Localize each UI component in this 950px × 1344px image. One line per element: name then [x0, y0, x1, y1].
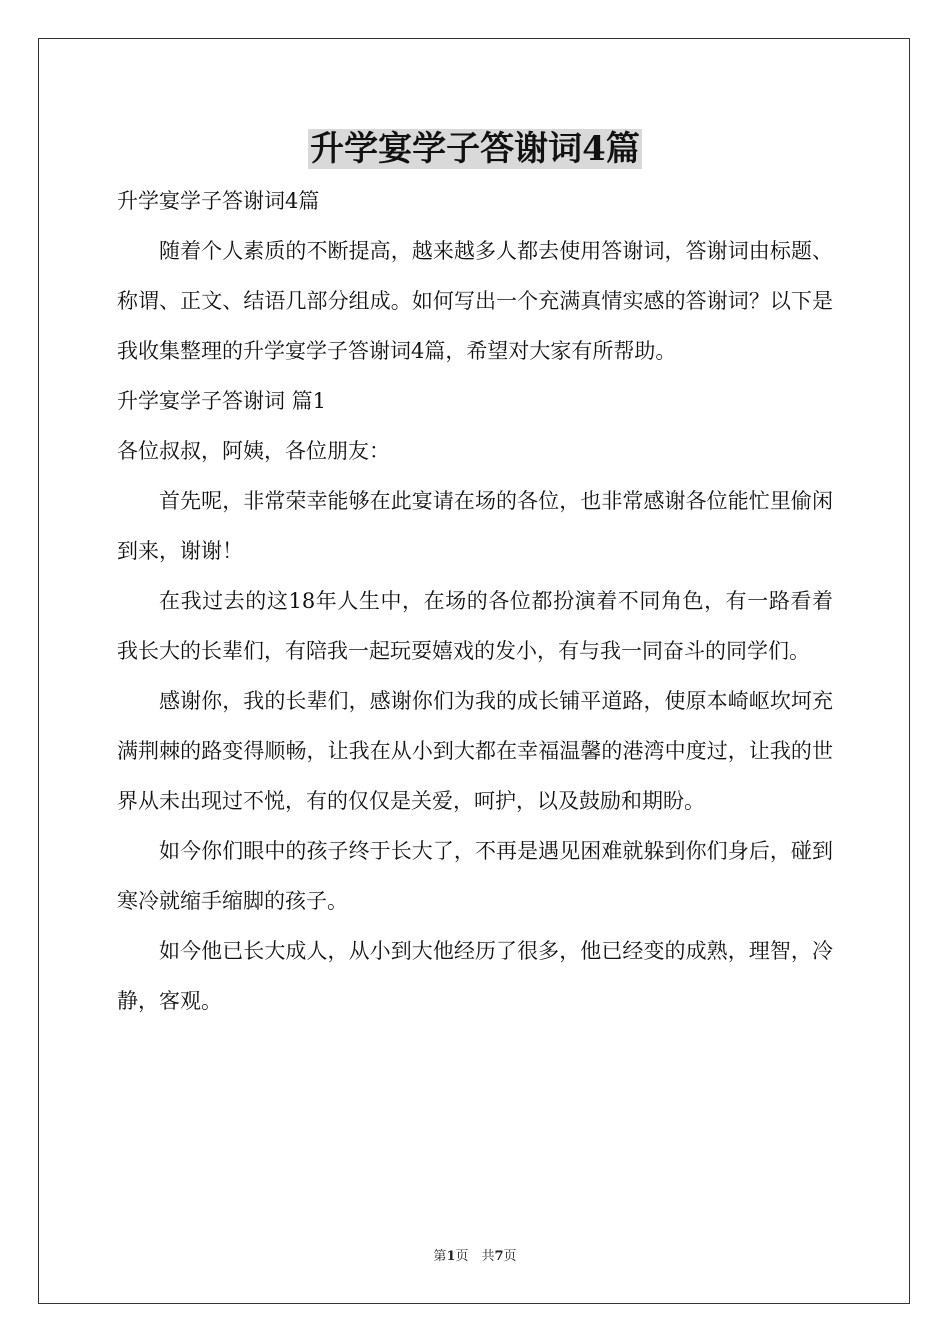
body-paragraph: 如今你们眼中的孩子终于长大了，不再是遇见困难就躲到你们身后，碰到寒冷就缩手缩脚的孩子。	[117, 839, 833, 913]
document-title	[0, 127, 950, 171]
page-footer	[0, 1245, 950, 1264]
subtitle-line: 升学宴学子答谢词4篇	[117, 189, 320, 213]
section-heading: 升学宴学子答谢词 篇1	[117, 389, 327, 413]
total-pages-number: 7	[494, 1249, 504, 1264]
footer-suffix: 页	[503, 1249, 517, 1264]
footer-middle: 页 共	[455, 1249, 495, 1264]
document-body	[117, 176, 833, 1026]
current-page-number: 1	[446, 1249, 456, 1264]
document-title-text: 升学宴学子答谢词4篇	[310, 129, 640, 169]
intro-paragraph: 随着个人素质的不断提高，越来越多人都去使用答谢词，答谢词由标题、称谓、正文、结语几部分组成。如何写出一个充满真情实感的答谢词？以下是我收集整理的升学宴学子答谢词4篇，希望对大家有所帮助。	[117, 239, 833, 363]
footer-prefix: 第	[433, 1249, 447, 1264]
body-paragraph: 首先呢，非常荣幸能够在此宴请在场的各位，也非常感谢各位能忙里偷闲到来，谢谢！	[117, 489, 833, 563]
body-paragraph: 如今他已长大成人，从小到大他经历了很多，他已经变的成熟，理智，冷静，客观。	[117, 939, 833, 1013]
body-paragraph: 感谢你，我的长辈们，感谢你们为我的成长铺平道路，使原本崎岖坎坷充满荆棘的路变得顺畅，让我在从小到大都在幸福温馨的港湾中度过，让我的世界从未出现过不悦，有的仅仅是关爱，呵护，以及鼓励和期盼。	[117, 689, 833, 813]
body-paragraph: 在我过去的这18年人生中，在场的各位都扮演着不同角色，有一路看着我长大的长辈们，有陪我一起玩耍嬉戏的发小，有与我一同奋斗的同学们。	[117, 589, 833, 663]
salutation: 各位叔叔，阿姨，各位朋友：	[117, 439, 390, 463]
